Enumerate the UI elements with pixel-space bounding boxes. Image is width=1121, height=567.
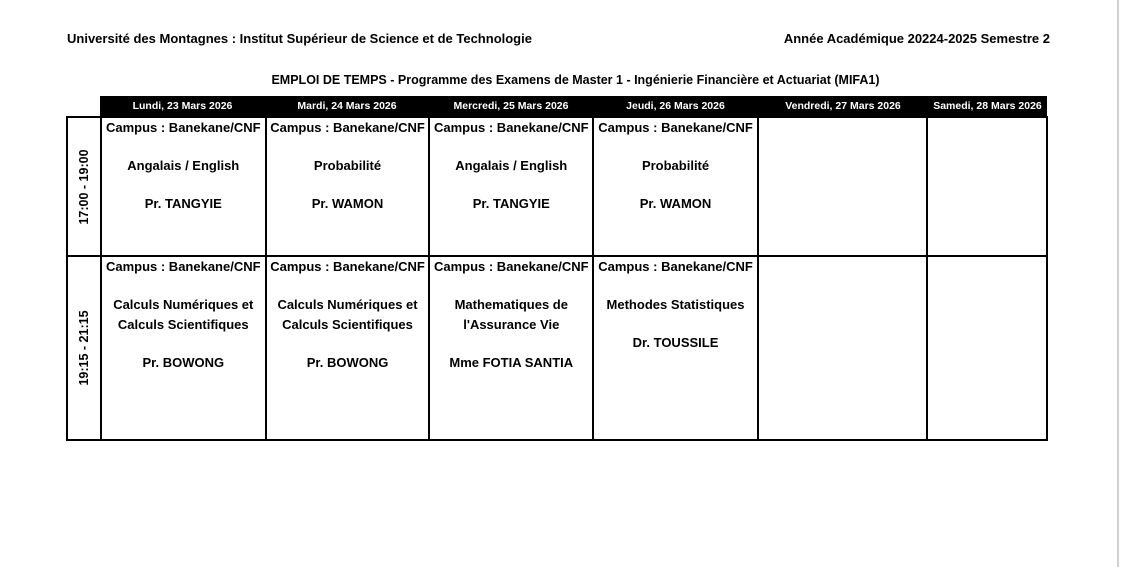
- campus-label: Campus : Banekane/CNF: [105, 259, 261, 274]
- professor-name: Pr. WAMON: [311, 196, 384, 211]
- professor-name: Pr. TANGYIE: [472, 196, 550, 211]
- course-name-line1: Calculs Numériques et: [113, 297, 254, 312]
- exam-cell: [101, 256, 266, 440]
- day-header-friday: Vendredi, 27 Mars 2026: [785, 100, 901, 112]
- empty-cell: [927, 256, 1047, 440]
- campus-label: Campus : Banekane/CNF: [105, 120, 261, 135]
- course-name-line1: Methodes Statistiques: [606, 297, 745, 312]
- professor-name: Pr. BOWONG: [306, 355, 389, 370]
- day-header-row: [100, 96, 1047, 116]
- exam-cell: [101, 117, 266, 256]
- time-slot-label: 19:15 - 21:15: [76, 310, 91, 386]
- day-header-monday: Lundi, 23 Mars 2026: [132, 100, 233, 112]
- day-header-tuesday: Mardi, 24 Mars 2026: [297, 100, 397, 112]
- time-slot-label: 17:00 - 19:00: [76, 148, 91, 225]
- course-name: Angalais / English: [455, 158, 568, 173]
- professor-name: Pr. TANGYIE: [144, 196, 222, 211]
- exam-cell: [266, 256, 430, 440]
- exam-schedule-table: [66, 116, 1048, 441]
- course-name-line1: Mathematiques de: [454, 297, 568, 312]
- table-row: [67, 117, 1047, 256]
- campus-label: Campus : Banekane/CNF: [598, 120, 753, 135]
- institution-name: Université des Montagnes : Institut Supérieur de Science et de Technologie: [67, 31, 532, 46]
- exam-cell: [593, 117, 758, 256]
- exam-cell: [593, 256, 758, 440]
- exam-cell: [429, 117, 593, 256]
- time-slot-cell: [67, 256, 101, 440]
- course-name-line2: Calculs Scientifiques: [117, 317, 249, 332]
- day-header-wednesday: Mercredi, 25 Mars 2026: [453, 100, 569, 112]
- course-name: Angalais / English: [127, 158, 240, 173]
- professor-name: Pr. WAMON: [639, 196, 712, 211]
- table-row: [67, 256, 1047, 440]
- campus-label: Campus : Banekane/CNF: [270, 259, 425, 274]
- course-name-line2: l'Assurance Vie: [463, 317, 560, 332]
- exam-cell: [266, 117, 430, 256]
- course-name-line1: Calculs Numériques et: [277, 297, 418, 312]
- empty-cell: [758, 117, 927, 256]
- exam-cell: [429, 256, 593, 440]
- day-header-saturday: Samedi, 28 Mars 2026: [933, 100, 1042, 112]
- schedule-title: EMPLOI DE TEMPS - Programme des Examens de Master 1 - Ingénierie Financière et Actuariat (MIFA1): [271, 73, 880, 87]
- campus-label: Campus : Banekane/CNF: [433, 120, 589, 135]
- academic-year: Année Académique 20224-2025 Semestre 2: [783, 31, 1050, 46]
- course-name: Probabilité: [313, 158, 382, 173]
- campus-label: Campus : Banekane/CNF: [598, 259, 753, 274]
- course-name: Probabilité: [641, 158, 710, 173]
- professor-name: Pr. BOWONG: [142, 355, 225, 370]
- empty-cell: [927, 117, 1047, 256]
- empty-cell: [758, 256, 927, 440]
- day-header-thursday: Jeudi, 26 Mars 2026: [626, 100, 725, 112]
- professor-name: Dr. TOUSSILE: [632, 335, 719, 350]
- time-slot-cell: [67, 117, 101, 256]
- campus-label: Campus : Banekane/CNF: [270, 120, 425, 135]
- professor-name: Mme FOTIA SANTIA: [449, 355, 574, 370]
- course-name-line2: Calculs Scientifiques: [282, 317, 413, 332]
- campus-label: Campus : Banekane/CNF: [433, 259, 589, 274]
